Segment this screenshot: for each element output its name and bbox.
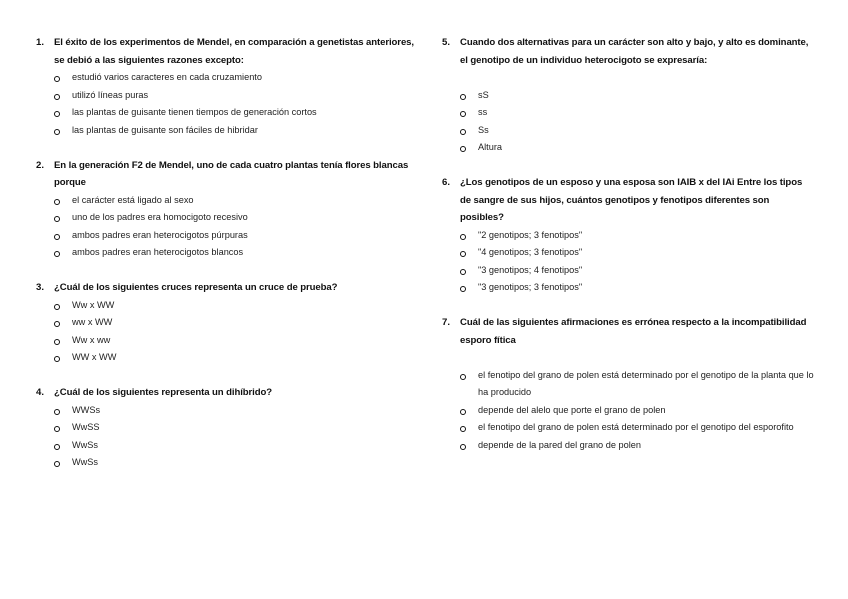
bullet-icon [54,437,72,455]
bullet-icon [460,262,478,280]
option-text: sS [478,89,489,100]
question-6 [442,174,814,297]
bullet-icon [460,244,478,262]
option [36,297,416,315]
bullet-icon [54,192,72,210]
option-list [442,87,814,157]
option-list [36,402,416,472]
bullet-icon [54,69,72,87]
question-text: El éxito de los experimentos de Mendel, en comparación a genetistas anteriores, se debió a las siguientes razones excepto: [54,37,414,66]
question-5 [442,34,814,157]
option-text: el fenotipo del grano de polen está determinado por el genotipo del esporofito [478,422,794,432]
option [36,402,416,420]
question-number: 7. [442,317,451,328]
option-text: Ww x WW [72,299,115,310]
question-3 [36,279,416,367]
bullet-icon [54,209,72,227]
question-number: 3. [36,282,45,293]
option-text: Ss [478,124,489,135]
question-number: 4. [36,387,45,398]
bullet-icon [460,104,478,122]
option-text: WwSs [72,439,99,450]
right-column [442,34,814,454]
question-1 [36,34,416,139]
bullet-icon [54,104,72,122]
bullet-icon [54,227,72,245]
option-text: Ww x ww [72,334,111,345]
bullet-icon [54,122,72,140]
option-text: las plantas de guisante tienen tiempos de generación cortos [72,107,317,117]
option-list [442,367,814,455]
option-text: ss [478,107,488,117]
option-text: ambos padres eran heterocigotos blancos [72,247,244,257]
option [442,279,814,297]
bullet-icon [460,367,478,402]
bullet-icon [54,454,72,472]
option [36,87,416,105]
option-text: depende del alelo que porte el grano de polen [478,404,666,415]
bullet-icon [460,227,478,245]
option [36,314,416,332]
bullet-icon [54,244,72,262]
bullet-icon [54,419,72,437]
option [36,332,416,350]
question-number: 2. [36,159,45,171]
option-text: "3 genotipos; 4 fenotipos" [478,264,583,275]
bullet-icon [54,349,72,367]
option-list [442,227,814,297]
bullet-icon [460,139,478,157]
option [442,227,814,245]
option [36,104,416,122]
bullet-icon [460,437,478,455]
option-text: WWSs [72,404,101,415]
option [36,209,416,227]
option-text: WW x WW [72,352,117,362]
option-text: ww x WW [72,317,113,327]
option [36,454,416,472]
option-list [36,297,416,367]
option-text: WwSS [72,422,100,432]
option-text: "4 genotipos; 3 fenotipos" [478,247,583,257]
question-number: 1. [36,37,45,48]
question-text: ¿Cuál de los siguientes cruces representa un cruce de prueba? [54,282,338,293]
option [442,437,814,455]
option-text: el fenotipo del grano de polen está determinado por el genotipo de la planta que lo ha producido [478,369,814,397]
question-2 [36,157,416,262]
option [442,419,814,437]
bullet-icon [460,87,478,105]
option-text: WwSs [72,457,99,467]
option-text: uno de los padres era homocigoto recesivo [72,212,248,222]
option [36,69,416,87]
question-text: Cuál de las siguientes afirmaciones es errónea respecto a la incompatibilidad esporo fítica [460,317,807,346]
left-column [36,34,416,472]
option [36,244,416,262]
option [442,139,814,157]
question-text: ¿Los genotipos de un esposo y una esposa son IAIB x del IAi Entre los tipos de sangre de sus hijos, cuántos genotipos y fenotipos diferentes son posibles? [460,177,803,223]
option [442,262,814,280]
option [442,122,814,140]
bullet-icon [54,87,72,105]
option [442,402,814,420]
option [36,122,416,140]
option [442,104,814,122]
option-text: las plantas de guisante son fáciles de hibridar [72,124,258,135]
question-text: ¿Cuál de los siguientes representa un dihíbrido? [54,387,273,398]
question-text: En la generación F2 de Mendel, uno de cada cuatro plantas tenía flores blancas porque [54,159,409,188]
option-text: Altura [478,142,503,152]
option [36,349,416,367]
question-number: 6. [442,177,451,188]
bullet-icon [460,279,478,297]
bullet-icon [460,402,478,420]
question-number: 5. [442,37,451,48]
bullet-icon [54,332,72,350]
question-text: Cuando dos alternativas para un carácter son alto y bajo, y alto es dominante, el genotipo de un individuo heterocigoto se expresaría: [460,37,809,66]
option [36,192,416,210]
option [442,87,814,105]
option-text: "3 genotipos; 3 fenotipos" [478,282,583,292]
option [36,419,416,437]
option-text: "2 genotipos; 3 fenotipos" [478,229,583,240]
option-text: el carácter está ligado al sexo [72,194,194,205]
option [442,367,814,402]
option-list [36,69,416,139]
bullet-icon [460,419,478,437]
option [442,244,814,262]
bullet-icon [54,314,72,332]
option-text: depende de la pared del grano de polen [478,439,641,450]
question-4 [36,384,416,472]
option [36,227,416,245]
bullet-icon [54,402,72,420]
option-text: estudió varios caracteres en cada cruzamiento [72,72,262,82]
option-text: ambos padres eran heterocigotos púrpuras [72,229,248,240]
option-list [36,192,416,262]
bullet-icon [54,297,72,315]
bullet-icon [460,122,478,140]
option [36,437,416,455]
option-text: utilizó líneas puras [72,89,149,100]
question-7 [442,314,814,454]
